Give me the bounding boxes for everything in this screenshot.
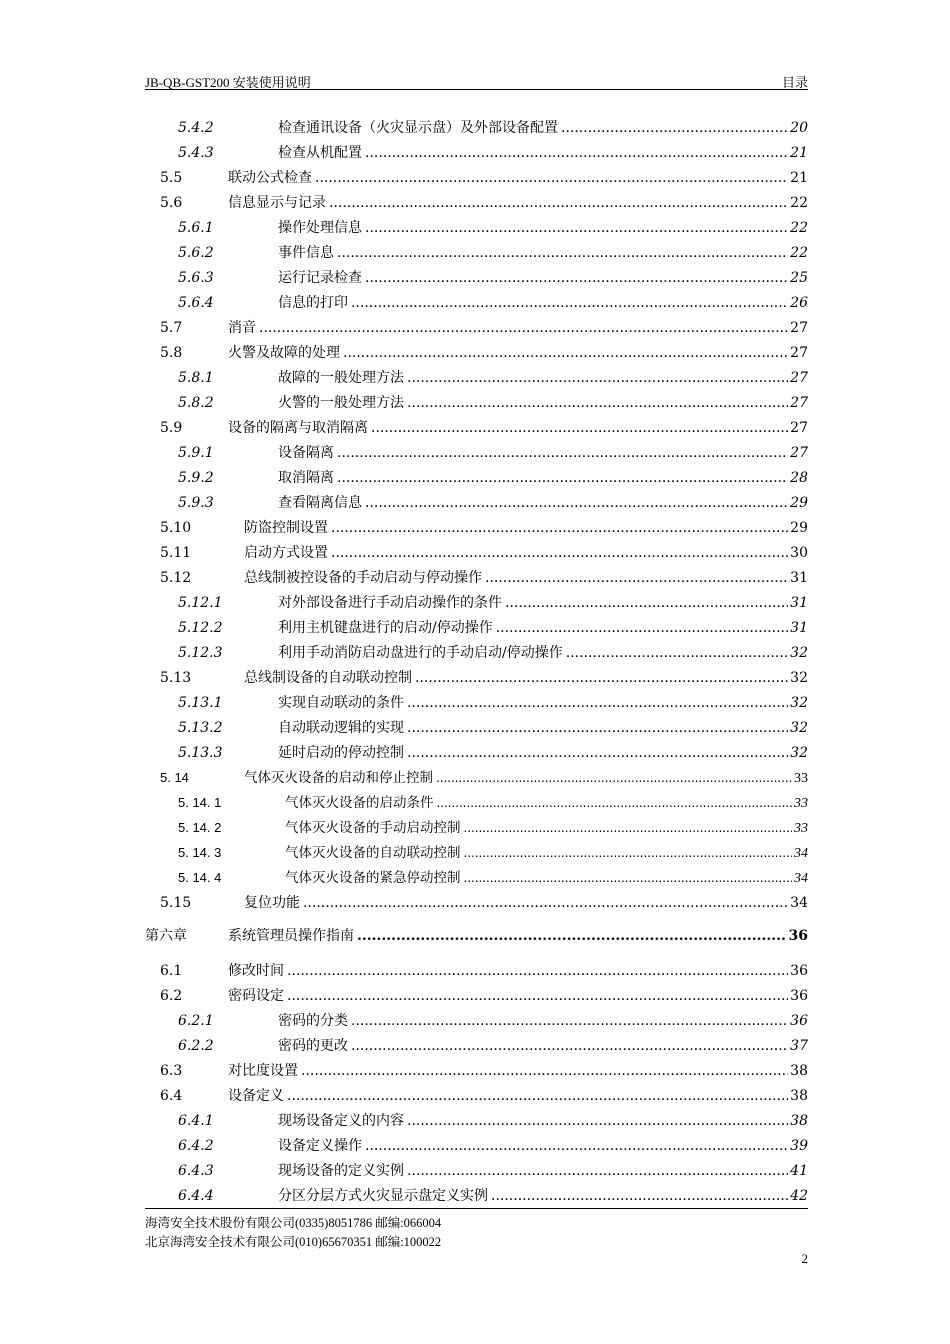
toc-entry-title-line [285,817,808,840]
toc-entry-page: 22 [790,195,808,211]
toc-dot-leader [485,567,788,589]
toc-entry-page: 32 [790,645,808,661]
toc-dot-leader [436,767,792,789]
toc-entry[interactable] [145,1085,808,1107]
toc-dot-leader [464,817,793,839]
toc-entry[interactable] [145,267,808,289]
toc-entry[interactable] [145,642,808,664]
toc-entry-page: 33 [794,771,808,786]
toc-dot-leader [407,692,788,714]
toc-entry-title-line [285,867,808,890]
toc-dot-leader [566,642,788,664]
toc-entry-page: 27 [790,420,808,436]
toc-entry-number: 第六章 [145,928,187,944]
toc-entry-number: 5.10 [160,520,192,536]
toc-dot-leader [407,392,788,414]
toc-entry-number: 5. 14. 1 [178,795,222,810]
toc-entry[interactable] [145,167,808,189]
toc-entry-number: 5. 14. 3 [178,845,222,860]
toc-entry-page: 26 [790,295,808,311]
toc-entry-page: 34 [790,895,808,911]
toc-entry-title-line [285,792,808,815]
toc-entry-page: 27 [790,345,808,361]
toc-dot-leader [491,1185,788,1207]
toc-dot-leader [415,667,788,689]
toc-entry-number: 5.5 [160,170,183,186]
toc-entry-number: 5.9.1 [178,445,214,461]
toc-entry-title-line [228,417,808,439]
toc-entry-title-line [228,1085,808,1107]
header-rule [145,89,808,90]
toc-dot-leader [315,167,788,189]
toc-entry[interactable] [145,742,808,764]
toc-entry-page: 33 [794,821,808,836]
toc-entry[interactable] [145,767,808,789]
toc-dot-leader [329,192,788,214]
toc-entry-page: 27 [790,370,808,386]
toc-entry-title: 对外部设备进行手动启动操作的条件 [278,595,502,611]
toc-entry-page: 27 [790,445,808,461]
toc-entry-page: 32 [790,695,808,711]
toc-dot-leader [365,492,788,514]
toc-entry-number: 6.4.1 [178,1113,214,1129]
toc-entry-number: 5.6.1 [178,220,214,236]
toc-entry-title-line [278,217,808,239]
toc-entry-number: 5. 14. 2 [178,820,222,835]
toc-entry-title-line [278,142,808,164]
toc-entry-title-line [278,117,808,139]
toc-entry-title: 火警的一般处理方法 [278,395,404,411]
toc-entry-number: 5. 14. 4 [178,870,222,885]
toc-entry-number: 5.15 [160,895,192,911]
toc-entry-page: 25 [790,270,808,286]
toc-dot-leader [331,517,788,539]
toc-dot-leader [365,217,788,239]
toc-entry-number: 5.8 [160,345,183,361]
toc-dot-leader [365,142,788,164]
toc-dot-leader [365,1135,788,1157]
toc-entry-title-line [278,617,808,639]
toc-entry[interactable] [145,367,808,389]
toc-dot-leader [259,317,788,339]
toc-entry-number: 5.4.3 [178,145,214,161]
toc-entry-title: 利用主机键盘进行的启动/停动操作 [278,620,493,636]
toc-entry-page: 38 [790,1088,808,1104]
toc-entry-title: 信息的打印 [278,295,348,311]
toc-entry-title: 密码的更改 [278,1038,348,1054]
toc-entry-number: 5.12.2 [178,620,223,636]
toc-entry[interactable] [145,617,808,639]
toc-dot-leader [496,617,788,639]
toc-entry-title: 实现自动联动的条件 [278,695,404,711]
toc-entry-title-line [244,542,808,564]
toc-entry[interactable] [145,1135,808,1157]
toc-entry-title-line [278,242,808,264]
toc-entry-title: 设备定义操作 [278,1138,362,1154]
toc-entry-page: 33 [794,796,808,811]
toc-entry-title-line [278,392,808,414]
toc-entry[interactable] [145,342,808,364]
toc-entry-page: 20 [790,120,808,136]
toc-entry-number: 5.9.2 [178,470,214,486]
toc-entry-title: 修改时间 [228,963,284,979]
toc-entry-title-line [278,1185,808,1207]
toc-entry-title-line [278,1160,808,1182]
toc-entry-number: 5.8.1 [178,370,214,386]
toc-entry-title: 对比度设置 [228,1063,298,1079]
toc-entry-title: 总线制设备的自动联动控制 [244,670,412,686]
toc-entry-title-line [228,192,808,214]
toc-entry-number: 5.13.2 [178,720,223,736]
toc-entry[interactable] [145,317,808,339]
toc-entry[interactable] [145,392,808,414]
toc-entry[interactable] [145,817,808,839]
toc-entry-number: 5.12.3 [178,645,223,661]
toc-entry-page: 31 [790,620,808,636]
toc-entry-title-line [244,567,808,589]
toc-entry-page: 36 [790,963,808,979]
toc-entry-title: 联动公式检查 [228,170,312,186]
toc-entry[interactable] [145,142,808,164]
toc-entry-number: 5.7 [160,320,183,336]
toc-entry-number: 6.4.4 [178,1188,214,1204]
toc-entry-title: 操作处理信息 [278,220,362,236]
toc-entry-title: 取消隔离 [278,470,334,486]
toc-entry-title: 总线制被控设备的手动启动与停动操作 [244,570,482,586]
toc-dot-leader [464,867,793,889]
toc-entry-page: 22 [790,220,808,236]
toc-entry-title: 利用手动消防启动盘进行的手动启动/停动操作 [278,645,563,661]
toc-entry-page: 29 [790,495,808,511]
toc-entry-title-line [278,642,808,664]
toc-dot-leader [287,1085,788,1107]
toc-dot-leader [331,542,788,564]
toc-entry[interactable] [145,1160,808,1182]
toc-entry[interactable] [145,517,808,539]
toc-entry-page: 32 [790,720,808,736]
toc-entry-title: 气体灭火设备的手动启动控制 [285,820,461,835]
toc-entry-page: 38 [790,1063,808,1079]
toc-entry-page: 32 [790,745,808,761]
toc-entry-number: 5.6.3 [178,270,214,286]
toc-entry-number: 5. 14 [160,770,189,785]
toc-dot-leader [287,985,788,1007]
toc-entry[interactable] [145,217,808,239]
toc-entry-number: 5.8.2 [178,395,214,411]
toc-entry-title-line [278,1110,808,1132]
toc-entry-title-line [244,667,808,689]
toc-entry-title-line [244,517,808,539]
toc-entry-page: 22 [790,245,808,261]
header-doc-title: JB-QB-GST200 安装使用说明 [145,75,311,90]
toc-entry-title-line [244,892,808,914]
toc-entry-number: 5.13.3 [178,745,223,761]
toc-entry-number: 5.13 [160,670,192,686]
toc-entry-title-line [278,1035,808,1057]
toc-entry-page: 34 [794,846,808,861]
toc-entry-page: 31 [790,570,808,586]
toc-dot-leader [561,117,788,139]
toc-entry-title-line [228,960,808,982]
toc-entry-title: 设备定义 [228,1088,284,1104]
toc-entry-title: 延时启动的停动控制 [278,745,404,761]
toc-entry-title: 运行记录检查 [278,270,362,286]
toc-dot-leader [303,892,788,914]
toc-entry-title-line [278,592,808,614]
toc-entry[interactable] [145,192,808,214]
toc-entry-title: 事件信息 [278,245,334,261]
toc-entry-title: 检查从机配置 [278,145,362,161]
toc-entry[interactable] [145,717,808,739]
toc-entry-title: 分区分层方式火灾显示盘定义实例 [278,1188,488,1204]
toc-entry-number: 5.11 [160,545,192,561]
toc-entry[interactable] [145,117,808,139]
toc-entry-title: 信息显示与记录 [228,195,326,211]
toc-dot-leader [351,1035,788,1057]
toc-entry[interactable] [145,242,808,264]
toc-entry[interactable] [145,542,808,564]
toc-entry-title-line [278,492,808,514]
toc-entry-number: 6.2.2 [178,1038,214,1054]
toc-entry-title: 设备的隔离与取消隔离 [228,420,368,436]
toc-entry[interactable] [145,1110,808,1132]
toc-entry-title: 复位功能 [244,895,300,911]
toc-entry-title: 故障的一般处理方法 [278,370,404,386]
toc-entry-page: 27 [790,395,808,411]
toc-entry-title-line [228,167,808,189]
toc-entry-title-line [228,342,808,364]
toc-entry[interactable] [145,985,808,1007]
toc-entry[interactable] [145,925,808,947]
page-number: 2 [801,1251,808,1266]
toc-entry-page: 21 [790,145,808,161]
toc-entry-number: 6.3 [160,1063,183,1079]
toc-entry[interactable] [145,867,808,889]
toc-dot-leader [337,242,788,264]
toc-entry-page: 34 [794,871,808,886]
toc-entry-title-line [278,692,808,714]
toc-entry-number: 5.6.4 [178,295,214,311]
toc-entry-title-line [278,467,808,489]
toc-entry[interactable] [145,692,808,714]
toc-entry-title: 检查通讯设备（火灾显示盘）及外部设备配置 [278,120,558,136]
toc-entry-number: 6.2 [160,988,183,1004]
toc-entry-number: 6.4 [160,1088,183,1104]
toc-entry-title: 自动联动逻辑的实现 [278,720,404,736]
toc-entry-title-line [278,742,808,764]
toc-entry-title-line [278,442,808,464]
toc-entry[interactable] [145,1035,808,1057]
toc-entry[interactable] [145,960,808,982]
toc-entry-number: 5.9 [160,420,183,436]
toc-entry-title: 火警及故障的处理 [228,345,340,361]
toc-entry-number: 6.1 [160,963,183,979]
toc-dot-leader [351,1010,788,1032]
toc-entry-title: 密码设定 [228,988,284,1004]
toc-entry-number: 5.9.3 [178,495,214,511]
toc-dot-leader [407,742,788,764]
toc-entry-number: 5.6.2 [178,245,214,261]
toc-entry-title-line [285,842,808,865]
toc-entry-title: 查看隔离信息 [278,495,362,511]
toc-entry[interactable] [145,842,808,864]
toc-entry-number: 5.13.1 [178,695,223,711]
toc-entry-title: 启动方式设置 [244,545,328,561]
toc-entry-title: 系统管理员操作指南 [228,928,354,944]
toc-dot-leader [505,592,788,614]
toc-dot-leader [287,960,788,982]
toc-dot-leader [371,417,788,439]
toc-entry-page: 36 [790,988,808,1004]
toc-entry-title: 密码的分类 [278,1013,348,1029]
toc-entry-page: 41 [790,1163,808,1179]
toc-entry-number: 5.6 [160,195,183,211]
toc-entry-title-line [278,367,808,389]
toc-dot-leader [464,842,793,864]
toc-dot-leader [351,292,788,314]
toc-entry-title-line [278,1135,808,1157]
header-section-label: 目录 [781,75,808,90]
toc-entry-title: 气体灭火设备的自动联动控制 [285,845,461,860]
toc-entry[interactable] [145,792,808,814]
toc-entry-title-line [228,1060,808,1082]
toc-entry[interactable] [145,292,808,314]
toc-entry-page: 27 [790,320,808,336]
toc-dot-leader [407,1110,788,1132]
toc-entry-number: 5.12.1 [178,595,223,611]
toc-entry[interactable] [145,1060,808,1082]
toc-entry[interactable] [145,892,808,914]
toc-entry[interactable] [145,667,808,689]
footer-company-line-1: 海湾安全技术股份有限公司(0335)8051786 邮编:066004 [145,1216,442,1230]
toc-entry-title-line [278,267,808,289]
toc-entry-title: 防盗控制设置 [244,520,328,536]
toc-entry-title-line [278,717,808,739]
toc-entry-title-line [228,985,808,1007]
toc-entry-title: 气体灭火设备的启动和停止控制 [244,770,433,785]
toc-entry-number: 6.4.3 [178,1163,214,1179]
toc-entry[interactable] [145,442,808,464]
toc-entry-number: 5.4.2 [178,120,214,136]
toc-entry-title: 设备隔离 [278,445,334,461]
toc-dot-leader [365,267,788,289]
toc-entry-page: 28 [790,470,808,486]
toc-entry-title: 气体灭火设备的启动条件 [285,795,434,810]
toc-entry-number: 6.2.1 [178,1013,214,1029]
toc-entry-title: 现场设备的定义实例 [278,1163,404,1179]
toc-entry-page: 29 [790,520,808,536]
toc-entry[interactable] [145,417,808,439]
toc-entry-title-line [228,317,808,339]
toc-entry-page: 21 [790,170,808,186]
toc-entry-page: 36 [788,928,808,944]
toc-entry-title: 现场设备定义的内容 [278,1113,404,1129]
toc-entry-number: 6.4.2 [178,1138,214,1154]
toc-entry-number: 5.12 [160,570,192,586]
toc-entry[interactable] [145,592,808,614]
toc-entry-title-line [244,767,808,790]
toc-entry[interactable] [145,467,808,489]
toc-dot-leader [407,367,788,389]
toc-dot-leader [337,467,788,489]
toc-entry-title: 消音 [228,320,256,336]
toc-dot-leader [437,792,793,814]
footer-company-line-2: 北京海湾安全技术有限公司(010)65670351 邮编:100022 [145,1235,442,1249]
toc-entry-page: 37 [790,1038,808,1054]
page-footer [145,1214,441,1252]
toc-entry[interactable] [145,1185,808,1207]
toc-entry-page: 42 [790,1188,808,1204]
toc-entry-page: 39 [790,1138,808,1154]
toc-entry-title-line [228,925,808,947]
toc-entry-page: 38 [790,1113,808,1129]
toc-entry-page: 30 [790,545,808,561]
toc-dot-leader [407,1160,788,1182]
toc-entry-page: 36 [790,1013,808,1029]
toc-entry-title: 气体灭火设备的紧急停动控制 [285,870,461,885]
toc-entry[interactable] [145,492,808,514]
toc-entry-page: 31 [790,595,808,611]
toc-dot-leader [343,342,788,364]
toc-dot-leader [357,925,787,947]
toc-dot-leader [407,717,788,739]
toc-dot-leader [301,1060,788,1082]
toc-dot-leader [337,442,788,464]
footer-rule [145,1208,808,1209]
toc-entry[interactable] [145,567,808,589]
toc-entry[interactable] [145,1010,808,1032]
toc-entry-title-line [278,292,808,314]
toc-entry-title-line [278,1010,808,1032]
toc-entry-page: 32 [790,670,808,686]
